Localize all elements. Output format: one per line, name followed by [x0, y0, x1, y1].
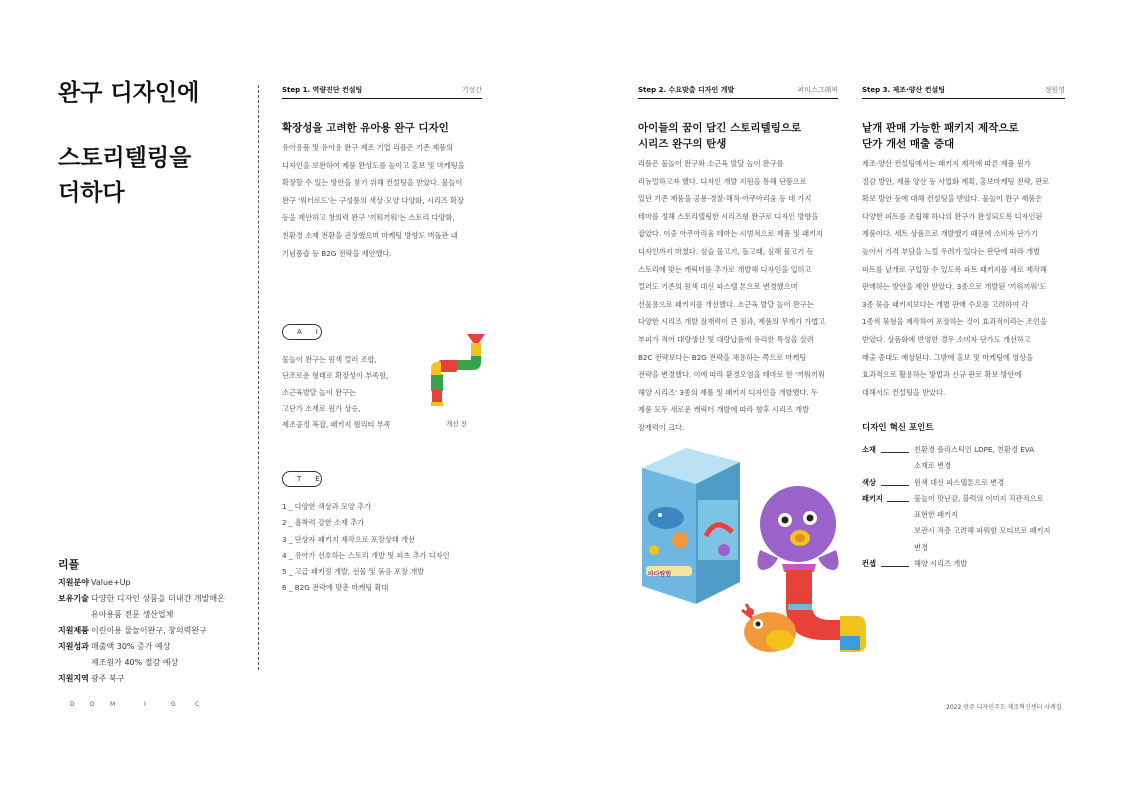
before-caption: 개선 전 — [446, 420, 467, 428]
ai-list: 물놀이 완구는 원색 컬러 조합, 단조로운 형태로 확장성이 부족함, 소근육발달 놀이 완구는 고단가 소재로 원가 상승, 제조공정 복잡, 패키지 퀄리티 부족 — [282, 355, 391, 430]
step2-title: 아이들의 꿈이 담긴 스토리텔링으로 시리즈 완구의 탄생 — [638, 122, 802, 150]
ai-label: AI — [282, 324, 322, 340]
step1-consultant: 기성간 — [461, 86, 482, 94]
info-value: 이린이용 물놀이완구, 창의력완구 — [91, 626, 207, 635]
innovation-points — [862, 442, 1072, 572]
step1-title: 확장성을 고려한 유아용 완구 디자인 — [282, 122, 449, 134]
step3-header — [862, 85, 1065, 99]
step3-label: Step 3. 제조·양산 컨설팅 — [862, 86, 945, 94]
footer-publication: 2022 광주 디자인주도 제조혁신센터 사례집 — [946, 704, 1062, 711]
column-divider — [258, 85, 259, 670]
info-key: 지원성과 — [58, 642, 89, 651]
info-value: 다양한 디자인 상품을 더내갼 개발해온 유아용품 전문 생산업체 — [91, 594, 225, 619]
point-row: 소재 친환경 플라스틱인 LDPE, 친환경 EVA 소재로 변경 — [862, 445, 1035, 471]
info-row — [58, 591, 225, 623]
info-key: 지원지역 — [58, 674, 89, 683]
step3-consultant: 정원영 — [1044, 86, 1065, 94]
info-row — [58, 623, 225, 639]
pipe-toy-before-image — [425, 330, 485, 412]
info-value: 광주 북구 — [91, 674, 125, 683]
company-info — [58, 575, 225, 687]
info-row — [58, 575, 225, 591]
box-logo: 바다탐험 — [648, 571, 672, 578]
page-title — [58, 82, 248, 205]
step3-paragraph: 제조·양산 컨설팅에서는 패키지 제작에 따른 제품 원가 절감 방안, 제품 양산 등 사업화 계획, 홍보마케팅 전략, 판로 확보 방안 등에 대해 컨설팅을 받았다. 물놀이 완구 제품은 다양한 파트를 조립해 하나의 완구가 완성되도록 디자인된 제품이다. 세트 상품으로 개발했기 때문에 소비자 단가기 높아서 가격 부담을 느낄 우려가 있다는 판단에 따라 개별 파트를 낱개로 구입할 수 있도록 파트 패키지를 새로 제작해 판매하는 방안을 제안 받았다. 3종으로 개발된 '끼워끼워'도 3종 묶음 패키지보다는 개별 판매 수요를 고려하여 각 1종씩 묶형을 제작하여 포장하는 것이 효과적이라는 조언을 받았다. 상품화에 반영한 경우 소비자 단가도 개선하고 매출 증대도 예상된다. 그밖에 홍보 및 마케팅에 영상을 효과적으로 활용하는 방법과 신규 판로 확보 방안에 대해서도 컨설팅을 받았다. — [862, 159, 1050, 397]
step2-label: Step 2. 수요맞춤 디자인 개발 — [638, 86, 735, 94]
info-row — [58, 671, 225, 687]
info-key: 보유기술 — [58, 594, 89, 603]
title-line-1: 완구 디자인에 — [58, 80, 200, 106]
title-line-2: 스토리텔링을 — [58, 145, 192, 171]
info-key: 지원제품 — [58, 626, 89, 635]
company-name: 리플 — [58, 558, 80, 571]
point-row: 색상 원색 대신 파스텔톤으로 변경 — [862, 477, 1005, 487]
info-key: 지원분야 — [58, 578, 89, 587]
octopus-toy-image — [740, 480, 875, 665]
step2-paragraph: 리플은 물놀이 완구와 소근육 발달 놀이 완구를 리뉴얼하고자 했다. 디자인 개발 지원을 통해 단품으로 있던 기존 제품을 공룡·경찰·해적·아쿠아리움 등 네 가지 테마를 정해 스토리텔링한 시리즈형 완구로 디자인 방향을 잡았다. 이중 아쿠아리움 테마는 시범적으로 제품 및 패키지 디자인까지 마쳤다. 심슬 물고기, 돌고래, 심해 물고기 등 스토리에 맞는 캐릭터를 추가로 개발해 디자인을 입히고 컬러도 기존의 원색 대신 파스텔 톤으로 변경했으며 선물용으로 패키지를 개선했다. 소근육 발달 놀이 완구는 다양한 시리즈 개발 잠재력이 큰 점과, 제품의 무게가 가볍고 부피가 적어 대량생산 및 대량납품에 유리한 특성을 살려 B2C 전략보다는 B2G 전략을 채용하는 쪽으로 마케팅 전략을 변경했다. 이에 따라 환경오염을 테마로 한 '끼워끼워 해양 시리즈' 3종의 제품 및 패키지 디자인을 개발했다. 두 제품 모두 새로운 캐릭터 개발에 따라 향후 시리즈 개발 잠재력이 크다. — [638, 159, 826, 432]
product-box-image — [636, 440, 746, 610]
step1-paragraph: 유아용품 및 유아용 완구 제조 기업 리플은 기존 제품의 디자인을 보완하여 제품 완성도를 높이고 홍보 및 마케팅을 확장할 수 있는 방안을 찾기 위해 컨설팅을 받았다. 물놀이 완구 '워터로드'는 구성품의 색상·모양 다양화, 시리즈 확장 등을 제안하고 창의력 완구 '끼워끼워'는 스토리 다양화, 친환경 소재 전환을 권장했으며 마케팅 방향도 벽돌관 내 기념품숍 등 B2G 전략을 제안했다. — [282, 143, 465, 258]
info-row — [58, 639, 225, 671]
point-row: 컨셉 해양 시리즈 개발 — [862, 559, 968, 569]
info-value: Value+Up — [91, 578, 131, 587]
step1-header — [282, 85, 482, 99]
step2-header — [638, 85, 838, 99]
point-row: 패키지 물놀이 맛난감, 블럭의 이미지 직관적으로 표현한 패키지 보관시 적층 고려해 파워함 모티브로 패키지 변경 — [862, 493, 1051, 552]
step2-consultant: 퍼미스그래픽 — [797, 86, 838, 94]
te-label: TE — [282, 471, 322, 487]
step1-label: Step 1. 역량진단 컨설팅 — [282, 86, 363, 94]
title-line-3: 더하다 — [58, 180, 125, 206]
info-value: 매출액 30% 증가 예상 제조원가 40% 절감 예상 — [91, 642, 179, 667]
te-list: 1 _ 다양한 색상과 모양 추가 2 _ 흡착력 강한 소재 추가 3 _ 단상자 패키지 제작으로 포장상태 개선 4 _ 유아가 선호하는 스토리 개발 및 피츠 추가 디자인 5 _ 고급 패키징 개발, 선물 및 묶음 포장 개발 6 _ B2G 전략에 맞춘 마케팅 확대 — [282, 502, 450, 593]
innovation-points-title: 디자인 혁신 포인트 — [862, 423, 934, 433]
step3-title: 낱개 판매 가능한 패키지 제작으로 단가 개선 매출 증대 — [862, 122, 1019, 150]
